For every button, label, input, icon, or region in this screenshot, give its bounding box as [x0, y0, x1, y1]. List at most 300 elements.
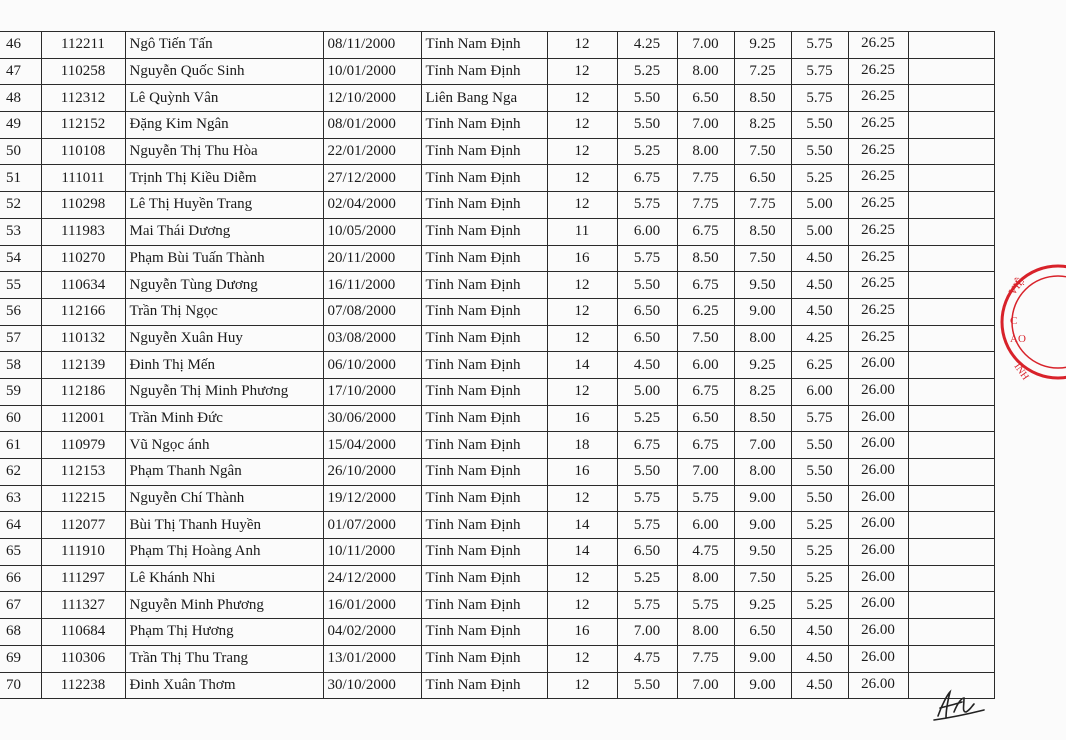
table-row — [0, 539, 994, 566]
score-4: 5.25 — [791, 539, 848, 566]
student-name: Nguyễn Thị Thu Hòa — [125, 138, 323, 165]
empty-cell — [908, 325, 994, 352]
total-score: 26.00 — [848, 405, 908, 432]
score-1: 6.50 — [617, 539, 677, 566]
table-row — [0, 485, 994, 512]
score-4: 5.75 — [791, 58, 848, 85]
row-number: 57 — [0, 325, 41, 352]
score-4: 4.50 — [791, 272, 848, 299]
table-row — [0, 645, 994, 672]
candidate-id: 111983 — [41, 218, 125, 245]
total-score: 26.25 — [848, 298, 908, 325]
table-body — [0, 32, 994, 699]
student-name: Nguyễn Chí Thành — [125, 485, 323, 512]
empty-cell — [908, 645, 994, 672]
score-3: 9.50 — [734, 272, 791, 299]
score-2: 6.50 — [677, 405, 734, 432]
class-number: 12 — [547, 58, 617, 85]
score-4: 5.75 — [791, 405, 848, 432]
birth-place: Tỉnh Nam Định — [421, 218, 547, 245]
birth-place: Tỉnh Nam Định — [421, 672, 547, 699]
score-4: 5.25 — [791, 165, 848, 192]
score-1: 5.50 — [617, 272, 677, 299]
empty-cell — [908, 245, 994, 272]
score-2: 5.75 — [677, 485, 734, 512]
total-score: 26.00 — [848, 565, 908, 592]
score-1: 5.50 — [617, 112, 677, 139]
total-score: 26.00 — [848, 352, 908, 379]
class-number: 12 — [547, 325, 617, 352]
candidate-id: 112166 — [41, 298, 125, 325]
class-number: 16 — [547, 459, 617, 486]
candidate-id: 112077 — [41, 512, 125, 539]
birth-place: Tỉnh Nam Định — [421, 592, 547, 619]
score-4: 5.25 — [791, 565, 848, 592]
birth-date: 08/11/2000 — [323, 32, 421, 59]
score-3: 6.50 — [734, 165, 791, 192]
score-1: 6.00 — [617, 218, 677, 245]
empty-cell — [908, 405, 994, 432]
total-score: 26.00 — [848, 645, 908, 672]
birth-date: 30/06/2000 — [323, 405, 421, 432]
candidate-id: 111327 — [41, 592, 125, 619]
table-row — [0, 85, 994, 112]
score-1: 5.75 — [617, 485, 677, 512]
candidate-id: 111011 — [41, 165, 125, 192]
student-name: Nguyễn Minh Phương — [125, 592, 323, 619]
score-3: 9.00 — [734, 645, 791, 672]
table-row — [0, 672, 994, 699]
score-2: 6.75 — [677, 218, 734, 245]
candidate-id: 112139 — [41, 352, 125, 379]
empty-cell — [908, 58, 994, 85]
empty-cell — [908, 378, 994, 405]
score-1: 6.50 — [617, 298, 677, 325]
row-number: 70 — [0, 672, 41, 699]
student-name: Phạm Thanh Ngân — [125, 459, 323, 486]
total-score: 26.00 — [848, 512, 908, 539]
candidate-id: 110270 — [41, 245, 125, 272]
score-2: 8.00 — [677, 138, 734, 165]
score-4: 5.75 — [791, 85, 848, 112]
birth-date: 03/08/2000 — [323, 325, 421, 352]
score-4: 5.50 — [791, 459, 848, 486]
score-4: 4.50 — [791, 619, 848, 646]
table-row — [0, 405, 994, 432]
student-name: Nguyễn Xuân Huy — [125, 325, 323, 352]
candidate-id: 111910 — [41, 539, 125, 566]
candidate-id: 112215 — [41, 485, 125, 512]
row-number: 64 — [0, 512, 41, 539]
student-name: Trần Minh Đức — [125, 405, 323, 432]
score-3: 9.00 — [734, 512, 791, 539]
score-2: 7.75 — [677, 165, 734, 192]
class-number: 12 — [547, 112, 617, 139]
birth-place: Tỉnh Nam Định — [421, 298, 547, 325]
empty-cell — [908, 165, 994, 192]
student-name: Ngô Tiến Tấn — [125, 32, 323, 59]
score-1: 6.75 — [617, 165, 677, 192]
score-4: 4.50 — [791, 298, 848, 325]
score-3: 8.25 — [734, 112, 791, 139]
birth-place: Tỉnh Nam Định — [421, 432, 547, 459]
score-2: 8.00 — [677, 58, 734, 85]
birth-date: 06/10/2000 — [323, 352, 421, 379]
score-2: 8.00 — [677, 565, 734, 592]
class-number: 12 — [547, 565, 617, 592]
score-4: 5.50 — [791, 432, 848, 459]
birth-date: 26/10/2000 — [323, 459, 421, 486]
student-name: Lê Quỳnh Vân — [125, 85, 323, 112]
score-1: 5.75 — [617, 245, 677, 272]
row-number: 56 — [0, 298, 41, 325]
score-2: 7.75 — [677, 192, 734, 219]
total-score: 26.00 — [848, 539, 908, 566]
total-score: 26.00 — [848, 378, 908, 405]
class-number: 12 — [547, 192, 617, 219]
row-number: 55 — [0, 272, 41, 299]
score-3: 7.50 — [734, 565, 791, 592]
class-number: 16 — [547, 619, 617, 646]
class-number: 12 — [547, 485, 617, 512]
total-score: 26.25 — [848, 218, 908, 245]
score-1: 5.50 — [617, 459, 677, 486]
total-score: 26.00 — [848, 672, 908, 699]
birth-date: 07/08/2000 — [323, 298, 421, 325]
score-3: 9.25 — [734, 592, 791, 619]
table-row — [0, 512, 994, 539]
birth-date: 27/12/2000 — [323, 165, 421, 192]
score-4: 5.00 — [791, 192, 848, 219]
total-score: 26.25 — [848, 192, 908, 219]
empty-cell — [908, 565, 994, 592]
empty-cell — [908, 138, 994, 165]
score-2: 7.00 — [677, 112, 734, 139]
score-4: 5.25 — [791, 512, 848, 539]
empty-cell — [908, 85, 994, 112]
empty-cell — [908, 298, 994, 325]
row-number: 58 — [0, 352, 41, 379]
empty-cell — [908, 459, 994, 486]
class-number: 12 — [547, 32, 617, 59]
row-number: 67 — [0, 592, 41, 619]
class-number: 14 — [547, 512, 617, 539]
table-row — [0, 619, 994, 646]
table-row — [0, 165, 994, 192]
total-score: 26.00 — [848, 432, 908, 459]
class-number: 14 — [547, 539, 617, 566]
score-3: 8.50 — [734, 85, 791, 112]
row-number: 68 — [0, 619, 41, 646]
birth-date: 16/11/2000 — [323, 272, 421, 299]
empty-cell — [908, 32, 994, 59]
score-4: 4.50 — [791, 645, 848, 672]
score-2: 6.25 — [677, 298, 734, 325]
score-4: 5.25 — [791, 592, 848, 619]
birth-place: Tỉnh Nam Định — [421, 485, 547, 512]
student-name: Phạm Thị Hương — [125, 619, 323, 646]
student-name: Lê Thị Huyền Trang — [125, 192, 323, 219]
candidate-id: 110108 — [41, 138, 125, 165]
table-row — [0, 138, 994, 165]
table-row — [0, 592, 994, 619]
student-name: Đinh Xuân Thơm — [125, 672, 323, 699]
birth-date: 01/07/2000 — [323, 512, 421, 539]
score-4: 4.50 — [791, 245, 848, 272]
row-number: 63 — [0, 485, 41, 512]
score-2: 7.75 — [677, 645, 734, 672]
score-2: 4.75 — [677, 539, 734, 566]
score-3: 6.50 — [734, 619, 791, 646]
score-3: 7.75 — [734, 192, 791, 219]
birth-date: 04/02/2000 — [323, 619, 421, 646]
birth-date: 02/04/2000 — [323, 192, 421, 219]
row-number: 54 — [0, 245, 41, 272]
row-number: 51 — [0, 165, 41, 192]
table-row — [0, 459, 994, 486]
table-row — [0, 352, 994, 379]
class-number: 11 — [547, 218, 617, 245]
score-1: 5.75 — [617, 192, 677, 219]
class-number: 12 — [547, 298, 617, 325]
candidate-id: 112238 — [41, 672, 125, 699]
class-number: 16 — [547, 405, 617, 432]
candidate-id: 112153 — [41, 459, 125, 486]
birth-place: Tỉnh Nam Định — [421, 512, 547, 539]
row-number: 50 — [0, 138, 41, 165]
official-stamp-icon — [996, 262, 1066, 382]
student-name: Nguyễn Quốc Sinh — [125, 58, 323, 85]
birth-date: 15/04/2000 — [323, 432, 421, 459]
table-row — [0, 432, 994, 459]
row-number: 48 — [0, 85, 41, 112]
score-1: 5.25 — [617, 138, 677, 165]
birth-place: Tỉnh Nam Định — [421, 58, 547, 85]
student-name: Bùi Thị Thanh Huyền — [125, 512, 323, 539]
birth-date: 08/01/2000 — [323, 112, 421, 139]
score-4: 5.50 — [791, 485, 848, 512]
class-number: 12 — [547, 378, 617, 405]
class-number: 12 — [547, 165, 617, 192]
row-number: 52 — [0, 192, 41, 219]
table-row — [0, 32, 994, 59]
table-row — [0, 245, 994, 272]
candidate-id: 110306 — [41, 645, 125, 672]
table-row — [0, 218, 994, 245]
empty-cell — [908, 592, 994, 619]
student-name: Vũ Ngọc ánh — [125, 432, 323, 459]
empty-cell — [908, 218, 994, 245]
score-3: 8.00 — [734, 459, 791, 486]
class-number: 12 — [547, 672, 617, 699]
score-4: 5.00 — [791, 218, 848, 245]
row-number: 61 — [0, 432, 41, 459]
birth-date: 20/11/2000 — [323, 245, 421, 272]
score-4: 5.75 — [791, 32, 848, 59]
total-score: 26.25 — [848, 85, 908, 112]
row-number: 60 — [0, 405, 41, 432]
score-4: 5.50 — [791, 138, 848, 165]
total-score: 26.00 — [848, 459, 908, 486]
score-3: 9.25 — [734, 352, 791, 379]
svg-text:INH: INH — [1011, 361, 1031, 383]
score-3: 8.25 — [734, 378, 791, 405]
birth-place: Tỉnh Nam Định — [421, 138, 547, 165]
birth-place: Tỉnh Nam Định — [421, 352, 547, 379]
student-name: Đinh Thị Mến — [125, 352, 323, 379]
score-1: 4.75 — [617, 645, 677, 672]
score-1: 5.25 — [617, 565, 677, 592]
svg-text:ÀO: ÀO — [1010, 333, 1026, 345]
birth-place: Tỉnh Nam Định — [421, 378, 547, 405]
empty-cell — [908, 272, 994, 299]
birth-place: Tỉnh Nam Định — [421, 165, 547, 192]
score-2: 6.75 — [677, 378, 734, 405]
class-number: 14 — [547, 352, 617, 379]
candidate-id: 112001 — [41, 405, 125, 432]
birth-date: 17/10/2000 — [323, 378, 421, 405]
total-score: 26.00 — [848, 485, 908, 512]
signature-icon — [928, 688, 988, 724]
score-3: 7.50 — [734, 138, 791, 165]
score-1: 5.25 — [617, 58, 677, 85]
total-score: 26.25 — [848, 245, 908, 272]
score-3: 9.50 — [734, 539, 791, 566]
candidate-id: 110132 — [41, 325, 125, 352]
birth-date: 16/01/2000 — [323, 592, 421, 619]
score-1: 5.00 — [617, 378, 677, 405]
score-2: 8.00 — [677, 619, 734, 646]
empty-cell — [908, 539, 994, 566]
score-4: 6.25 — [791, 352, 848, 379]
score-3: 9.25 — [734, 32, 791, 59]
row-number: 49 — [0, 112, 41, 139]
birth-place: Tỉnh Nam Định — [421, 32, 547, 59]
score-3: 8.50 — [734, 405, 791, 432]
total-score: 26.25 — [848, 112, 908, 139]
score-2: 7.50 — [677, 325, 734, 352]
candidate-id: 110634 — [41, 272, 125, 299]
candidate-id: 110298 — [41, 192, 125, 219]
row-number: 59 — [0, 378, 41, 405]
student-name: Mai Thái Dương — [125, 218, 323, 245]
total-score: 26.25 — [848, 325, 908, 352]
birth-place: Tỉnh Nam Định — [421, 539, 547, 566]
student-name: Phạm Bùi Tuấn Thành — [125, 245, 323, 272]
empty-cell — [908, 485, 994, 512]
score-2: 5.75 — [677, 592, 734, 619]
candidate-id: 112186 — [41, 378, 125, 405]
class-number: 12 — [547, 645, 617, 672]
score-3: 7.25 — [734, 58, 791, 85]
class-number: 12 — [547, 272, 617, 299]
score-4: 4.50 — [791, 672, 848, 699]
score-1: 5.50 — [617, 672, 677, 699]
birth-date: 24/12/2000 — [323, 565, 421, 592]
candidate-id: 110979 — [41, 432, 125, 459]
svg-text:C: C — [1010, 315, 1018, 327]
total-score: 26.25 — [848, 32, 908, 59]
score-3: 9.00 — [734, 485, 791, 512]
candidate-id: 112152 — [41, 112, 125, 139]
empty-cell — [908, 352, 994, 379]
table-row — [0, 192, 994, 219]
table-row — [0, 378, 994, 405]
row-number: 69 — [0, 645, 41, 672]
row-number: 46 — [0, 32, 41, 59]
class-number: 12 — [547, 138, 617, 165]
total-score: 26.25 — [848, 272, 908, 299]
row-number: 47 — [0, 58, 41, 85]
score-1: 4.50 — [617, 352, 677, 379]
row-number: 62 — [0, 459, 41, 486]
row-number: 65 — [0, 539, 41, 566]
score-2: 8.50 — [677, 245, 734, 272]
total-score: 26.00 — [848, 619, 908, 646]
birth-date: 12/10/2000 — [323, 85, 421, 112]
candidate-id: 110684 — [41, 619, 125, 646]
total-score: 26.00 — [848, 592, 908, 619]
score-2: 6.50 — [677, 85, 734, 112]
birth-place: Tỉnh Nam Định — [421, 619, 547, 646]
table-row — [0, 298, 994, 325]
birth-place: Tỉnh Nam Định — [421, 192, 547, 219]
score-3: 9.00 — [734, 298, 791, 325]
table-row — [0, 325, 994, 352]
student-name: Phạm Thị Hoàng Anh — [125, 539, 323, 566]
birth-place: Tỉnh Nam Định — [421, 459, 547, 486]
student-name: Trần Thị Thu Trang — [125, 645, 323, 672]
score-table — [0, 31, 995, 699]
table-row — [0, 58, 994, 85]
candidate-id: 112312 — [41, 85, 125, 112]
score-3: 8.00 — [734, 325, 791, 352]
student-name: Nguyễn Thị Minh Phương — [125, 378, 323, 405]
score-2: 6.00 — [677, 352, 734, 379]
score-3: 7.00 — [734, 432, 791, 459]
score-2: 7.00 — [677, 32, 734, 59]
birth-date: 13/01/2000 — [323, 645, 421, 672]
empty-cell — [908, 112, 994, 139]
score-4: 4.25 — [791, 325, 848, 352]
student-name: Lê Khánh Nhi — [125, 565, 323, 592]
empty-cell — [908, 192, 994, 219]
row-number: 53 — [0, 218, 41, 245]
birth-date: 30/10/2000 — [323, 672, 421, 699]
student-name: Trịnh Thị Kiều Diễm — [125, 165, 323, 192]
empty-cell — [908, 512, 994, 539]
score-1: 5.75 — [617, 512, 677, 539]
candidate-id: 111297 — [41, 565, 125, 592]
empty-cell — [908, 432, 994, 459]
birth-place: Tỉnh Nam Định — [421, 325, 547, 352]
total-score: 26.25 — [848, 58, 908, 85]
score-1: 6.75 — [617, 432, 677, 459]
birth-date: 22/01/2000 — [323, 138, 421, 165]
birth-place: Liên Bang Nga — [421, 85, 547, 112]
score-2: 7.00 — [677, 672, 734, 699]
student-name: Trần Thị Ngọc — [125, 298, 323, 325]
score-2: 6.75 — [677, 272, 734, 299]
score-1: 7.00 — [617, 619, 677, 646]
score-1: 4.25 — [617, 32, 677, 59]
student-name: Nguyễn Tùng Dương — [125, 272, 323, 299]
score-1: 6.50 — [617, 325, 677, 352]
score-3: 8.50 — [734, 218, 791, 245]
score-3: 9.00 — [734, 672, 791, 699]
score-4: 6.00 — [791, 378, 848, 405]
class-number: 16 — [547, 245, 617, 272]
